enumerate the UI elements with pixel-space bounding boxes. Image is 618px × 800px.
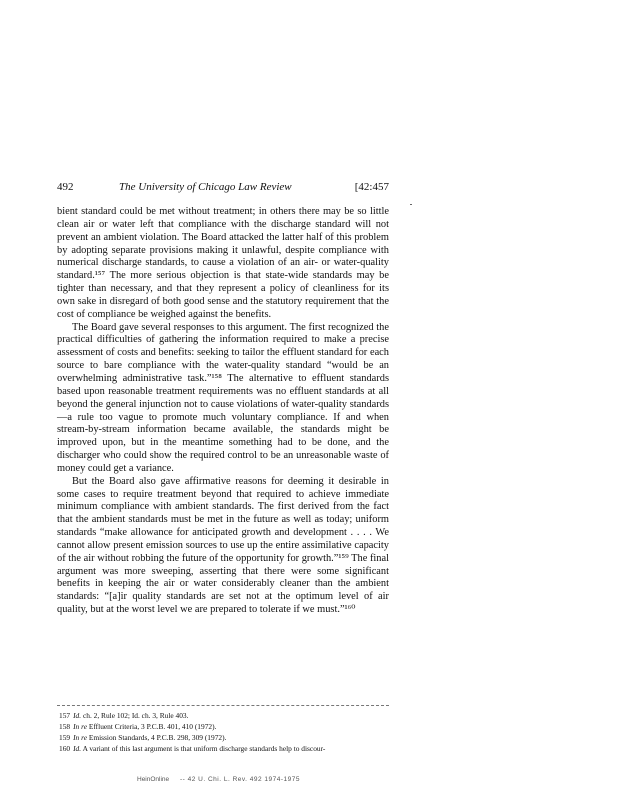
margin-mark [410, 204, 412, 205]
footnote-number: 158 [59, 722, 71, 731]
footnote-number: 159 [59, 733, 71, 742]
footnote-158 [57, 721, 389, 732]
paragraph-2: The Board gave several responses to this argument. The first recognized the practical difficulties of gathering the information required to make a precise assessment of costs and benefits: seeking to tailor the effluent standard for each source to bare compliance with the water-quality standard “would be an overwhelming administrative task.”¹⁵⁸ The alternative to effluent standards based upon reasonable treatment requirements was no effluent standards at all beyond the general injunction not to cause violations of water-quality standards—a rule too vague to promote much voluntary compliance. If and when stream-by-stream information became available, the standards might be improved upon, but in the meantime something had to be done, and the discharger who could show the required control to be an unreasonable waste of money could get a variance. [57, 321, 389, 474]
footnote-160 [57, 743, 389, 754]
footnote-source: In re [73, 722, 87, 731]
footnote-source: In re [73, 733, 87, 742]
page-number: 492 [57, 181, 74, 193]
footnote-159 [57, 732, 389, 743]
footnote-text: ch. 2, Rule 102; Id. ch. 3, Rule 403. [82, 711, 189, 720]
footnote-source: Id. [73, 711, 82, 720]
footnote-text: Emission Standards, 4 P.C.B. 298, 309 (1972). [88, 733, 227, 742]
body-text [57, 206, 389, 617]
source-watermark: HeinOnline [137, 776, 170, 783]
header-citation: [42:457 [354, 181, 389, 193]
running-header [57, 180, 389, 194]
footnote-number: 157 [59, 711, 71, 720]
footnote-text: A variant of this last argument is that uniform discharge standards help to discour- [82, 744, 326, 753]
footnotes [57, 710, 389, 754]
paragraph-3: But the Board also gave affirmative reasons for deeming it desirable in some cases to require treatment beyond that required to achieve immediate minimum compliance with ambient standards. The first derived from the fact that the ambient standards must be met in the future as well as today; uniform standards “make allowance for anticipated growth and development . . . . We cannot allow present emission sources to use up the entire assimilative capacity of the air without robbing the future of the opportunity for growth.”¹⁵⁹ The final argument was more sweeping, asserting that there were some significant benefits in keeping the air or water considerably cleaner than the ambient standards: “[a]ir quality standards are set not at the optimum level of air quality, but at the worst level we are prepared to tolerate if we must.”¹⁶⁰ [57, 475, 389, 616]
footnote-source: Id. [73, 744, 82, 753]
journal-title: The University of Chicago Law Review [119, 181, 292, 193]
paragraph-1: bient standard could be met without treatment; in others there may be so little clean air or water left that compliance with the discharge standard will not prevent an ambient violation. The Board attacked the latter half of this problem by adopting separate provisions making it unlawful, despite compliance with numerical discharge standards, to cause a violation of an air- or water-quality standard.¹⁵⁷ The more serious objection is that state-wide standards may be tighter than necessary, and that they represent a policy of cleanliness for its own sake in disregard of both good sense and the statutory requirement that the cost of compliance be weighed against the benefits. [57, 206, 389, 320]
footnote-divider [57, 705, 389, 706]
footnote-157 [57, 710, 389, 721]
footnote-number: 160 [59, 744, 71, 753]
footer-citation: -- 42 U. Chi. L. Rev. 492 1974-1975 [180, 776, 300, 783]
footnote-text: Effluent Criteria, 3 P.C.B. 401, 410 (1972). [88, 722, 217, 731]
